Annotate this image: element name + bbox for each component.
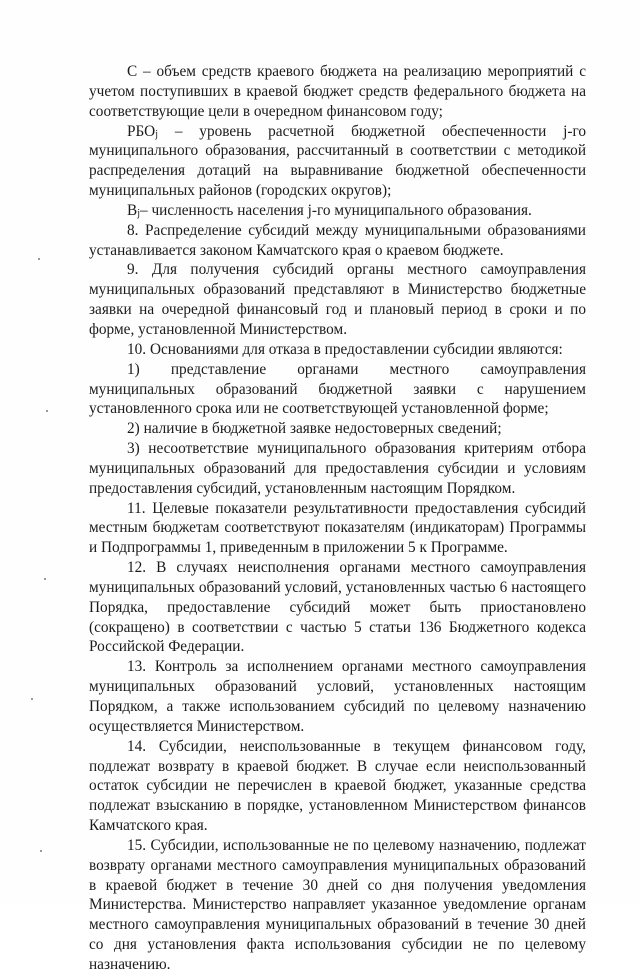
paragraph-text: 10. Основаниями для отказа в предоставлении субсидии являются: (127, 340, 563, 358)
paragraph-text: 14. Субсидии, неиспользованные в текущем финансовом году, подлежат возврату в краевой бюджет. В случае если неиспользованный остаток субсидии не перечислен в краевой бюджет, указанные средства подлежат взысканию в порядке, установленном Министерством финансов Камчатского края. (89, 737, 586, 835)
paragraph-text: 9. Для получения субсидий органы местного самоуправления муниципальных образований представляют в Министерство бюджетные заявки на очередной финансовый год и плановый период в сроки и по форме, установленной Министерством. (89, 261, 586, 338)
paragraph-p-15 (89, 836, 586, 975)
paragraph-p-10-1 (89, 360, 586, 420)
paragraph-text: – объем средств краевого бюджета на реализацию мероприятий с учетом поступивших в краевой бюджет средств федерального бюджета на соответствующие цели в очередном финансовом году; (89, 63, 586, 120)
paragraph-p-11 (89, 499, 586, 559)
scan-speck (40, 850, 42, 852)
paragraph-p-8 (89, 221, 586, 261)
scan-speck (31, 698, 33, 700)
paragraph-p-rbo-def (89, 122, 586, 201)
scan-speck (38, 258, 40, 260)
formula-symbol: РБО (127, 122, 156, 140)
paragraph-text: – уровень расчетной бюджетной обеспеченности j-го муниципального образования, рассчитанный в соответствии с методикой распределения дотаций на выравнивание бюджетной обеспеченности муниципальных районов (городских округов); (89, 122, 586, 200)
document-body (89, 62, 586, 975)
paragraph-text: 2) наличие в бюджетной заявке недостоверных сведений; (127, 420, 502, 438)
paragraph-p-10-2 (89, 419, 586, 439)
paragraph-text: – численность населения j-го муниципального образования. (139, 201, 532, 219)
paragraph-p-10 (89, 340, 586, 360)
scan-speck (44, 578, 46, 580)
paragraph-p-12 (89, 558, 586, 657)
scan-speck (46, 410, 48, 412)
formula-subscript: j (137, 207, 140, 219)
paragraph-p-c-def (89, 62, 586, 122)
paragraph-text: 3) несоответствие муниципального образования критериям отбора муниципальных образований для предоставления субсидии и условиям предоставления субсидий, установленным настоящим Порядком. (89, 440, 586, 497)
paragraph-p-14 (89, 737, 586, 836)
paragraph-p-b-def (89, 201, 586, 221)
formula-symbol: B (127, 201, 138, 219)
paragraph-p-13 (89, 657, 586, 736)
formula-symbol: С (127, 63, 138, 80)
paragraph-text: 13. Контроль за исполнением органами местного самоуправления муниципальных образований условий, установленных настоящим Порядком, а также использованием субсидий по целевому назначению осуществляется Министерством. (89, 658, 586, 735)
paragraph-p-10-3 (89, 439, 586, 499)
paragraph-text: 8. Распределение субсидий между муниципальными образованиями устанавливается законом Камчатского края о краевом бюджете. (89, 221, 586, 259)
paragraph-text: 12. В случаях неисполнения органами местного самоуправления муниципальных образований условий, установленных частью 6 настоящего Порядка, предоставление субсидий может быть приостановлено (сокращено) в соответствии с частью 5 статьи 136 Бюджетного кодекса Российской Федерации. (89, 559, 586, 656)
paragraph-p-9 (89, 260, 586, 339)
formula-subscript: j (155, 128, 159, 140)
paragraph-text: 15. Субсидии, использованные не по целевому назначению, подлежат возврату органами местного самоуправления муниципальных образований в краевой бюджет в течение 30 дней со дня получения уведомления Министерства. Министерство направляет указанное уведомление органам местного самоуправления муниципальных образований в течение 30 дней со дня установления факта использования субсидии не по целевому назначению. (89, 836, 586, 973)
paragraph-text: 1) представление органами местного самоуправления муниципальных образований бюджетной заявки с нарушением установленного срока или не соответствующей установленной форме; (89, 360, 586, 418)
paragraph-text: 11. Целевые показатели результативности предоставления субсидий местным бюджетам соответствуют показателям (индикаторам) Программы и Подпрограммы 1, приведенным в приложении 5 к Программе. (89, 499, 586, 557)
